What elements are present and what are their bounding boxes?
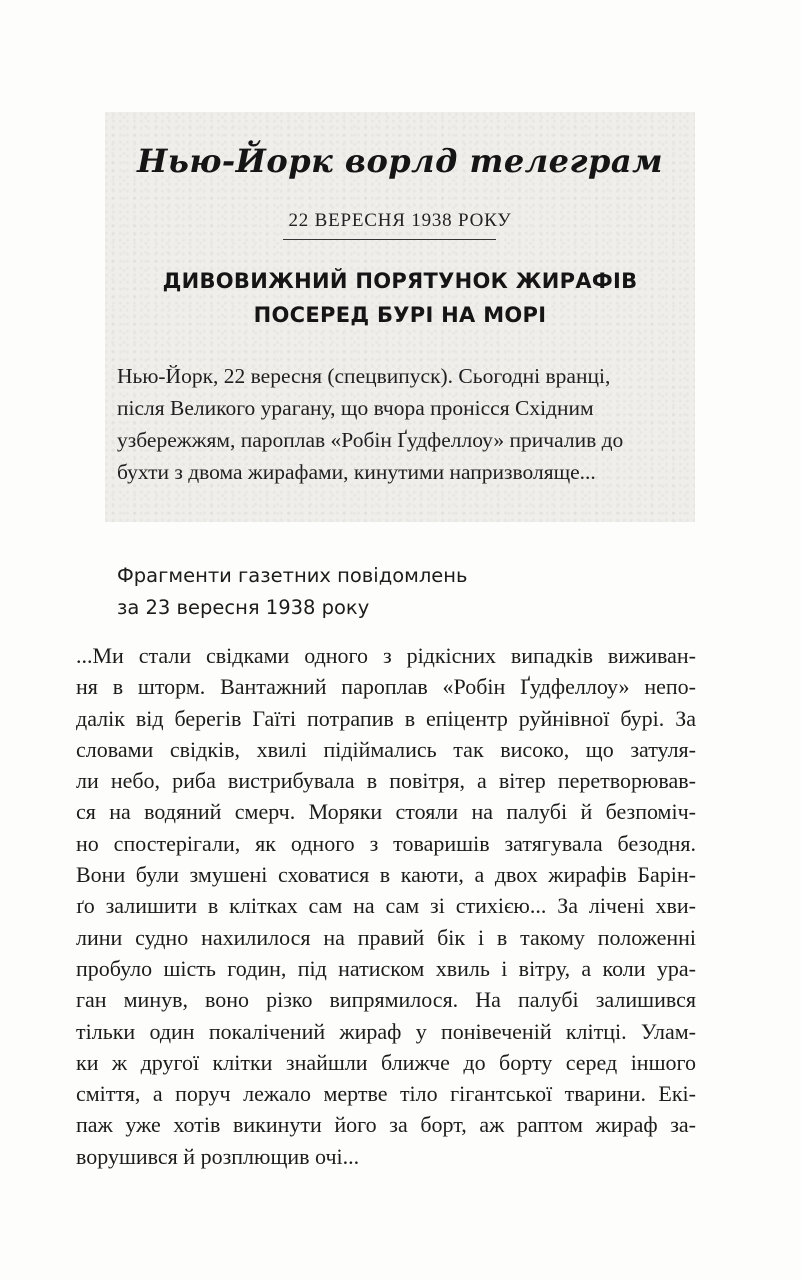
newspaper-date: 22 ВЕРЕСНЯ 1938 РОКУ bbox=[288, 210, 512, 231]
body-line: ган минув, воно різко випрямилося. На палубі залишився bbox=[76, 987, 696, 1013]
newspaper-clipping bbox=[105, 112, 695, 522]
section-caption bbox=[117, 560, 468, 624]
newspaper-lede bbox=[117, 360, 707, 488]
body-line: ня в шторм. Вантажний пароплав «Робін Ґудфеллоу» непо- bbox=[76, 674, 696, 700]
body-line: словами свідків, хвилі підіймались так високо, що затуля- bbox=[76, 736, 696, 762]
body-line: ...Ми стали свідками одного з рідкісних випадків виживан- bbox=[76, 643, 696, 668]
headline-line: ДИВОВИЖНИЙ ПОРЯТУНОК ЖИРАФІВ bbox=[162, 269, 638, 293]
body-line: сміття, а поруч лежало мертве тіло гігантської тварини. Екі- bbox=[76, 1081, 696, 1107]
caption-line: Фрагменти газетних повідомлень bbox=[117, 564, 468, 587]
body-line: но спостерігали, як одного з товаришів затягувала безодня. bbox=[76, 830, 696, 856]
lede-line: після Великого урагану, що вчора пронісся Східним bbox=[117, 396, 594, 420]
body-line: далік від берегів Гаїті потрапив в епіцентр руйнівної бурі. За bbox=[76, 705, 696, 731]
headline-line: ПОСЕРЕД БУРІ НА МОРІ bbox=[253, 303, 547, 327]
body-line: тільки один покалічений жираф у понівеченій клітці. Улам- bbox=[76, 1018, 696, 1044]
body-line: ли небо, риба вистрибувала в повітря, а вітер перетворював- bbox=[76, 768, 696, 794]
lede-line: узбережжям, пароплав «Робін Ґудфеллоу» причалив до bbox=[117, 428, 624, 452]
body-line: ки ж другої клітки знайшли ближче до борту серед іншого bbox=[76, 1049, 696, 1075]
date-underline bbox=[283, 239, 496, 240]
body-line: паж уже хотів викинути його за борт, аж раптом жираф за- bbox=[76, 1112, 696, 1138]
body-line: ворушився й розплющив очі... bbox=[76, 1143, 360, 1169]
caption-line: за 23 вересня 1938 року bbox=[117, 596, 370, 619]
lede-line: бухти з двома жирафами, кинутими напризволяще... bbox=[117, 460, 596, 484]
newspaper-masthead: Нью-Йорк ворлд телеграм bbox=[137, 142, 663, 180]
body-line: ся на водяний смерч. Моряки стояли на палубі й безпоміч- bbox=[76, 799, 696, 825]
body-line: пробуло шість годин, під натиском хвиль і вітру, а коли ура- bbox=[76, 955, 696, 981]
lede-line: Нью-Йорк, 22 вересня (спецвипуск). Сьогодні вранці, bbox=[117, 364, 611, 388]
body-line: лини судно нахилилося на правий бік і в такому положенні bbox=[76, 924, 696, 950]
body-line: Вони були змушені сховатися в каюти, а двох жирафів Барін- bbox=[76, 862, 696, 888]
body-paragraph bbox=[76, 640, 716, 1172]
newspaper-headline bbox=[105, 264, 695, 332]
body-line: ґо залишити в клітках сам на сам зі стихією... За лічені хви- bbox=[76, 893, 696, 919]
